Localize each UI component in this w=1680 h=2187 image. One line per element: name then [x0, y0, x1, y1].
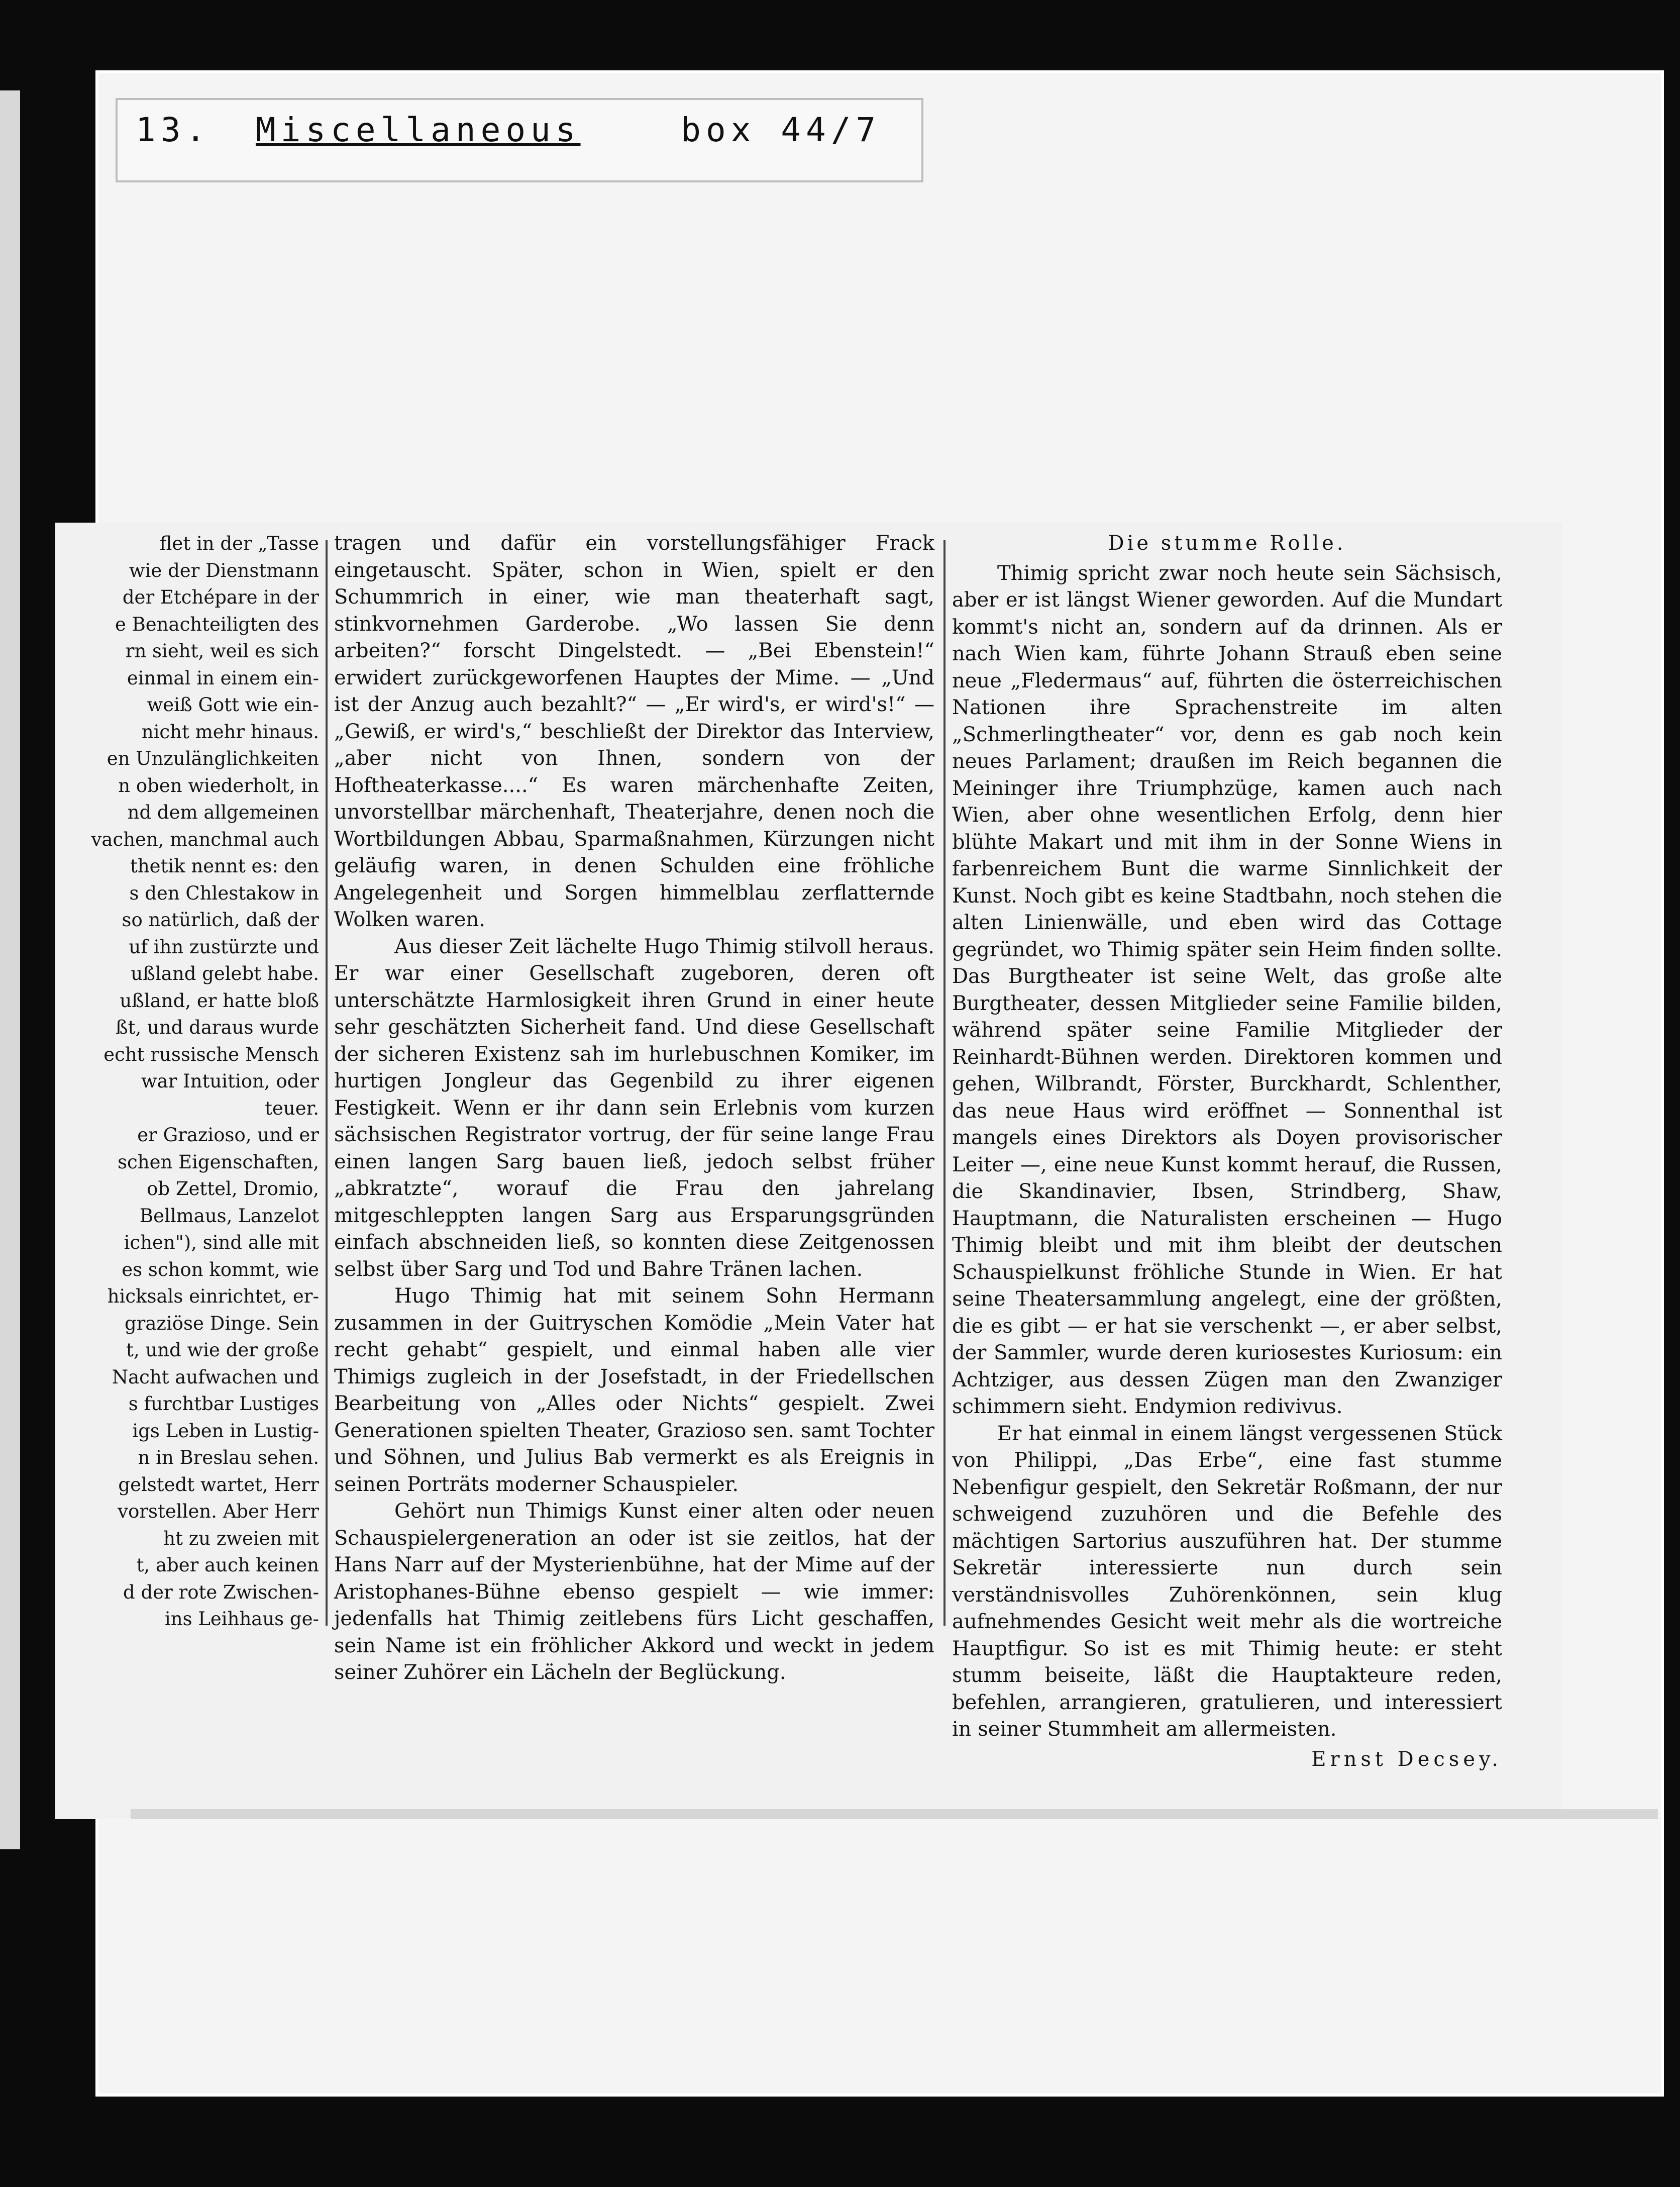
column-1-line: ichen"), sind alle mit — [124, 1232, 319, 1253]
column-2-paragraph-1: tragen und dafür ein vorstellungsfähiger Frack eingetauscht. Später, schon in Wien, spielt er den Schummrich in einer, wie man theaterhaft sagt, stinkvornehmen Garderobe. „Wo lassen Sie denn arbeiten?“ forscht Dingelstedt. — „Bei Ebenstein!“ erwidert zurückgeworfenen Hauptes der Mime. — „Und ist der Anzug auch bezahlt?“ — „Er wird's, er wird's!“ — „Gewiß, er wird's,“ beschließt der Direktor das Interview, „aber nicht von Ihnen, sondern von der Hoftheaterkasse....“ Es waren märchenhafte Zeiten, unvorstellbar märchenhaft, Theaterjahre, denen noch die Wortbildungen Abbau, Sparmaßnahmen, Kürzungen nicht geläufig waren, in denen Schulden eine fröhliche Angelegenheit und Sorgen himmelblau zerflatternde Wolken waren. — [334, 532, 934, 931]
column-1-line: igs Leben in Lustig- — [132, 1420, 319, 1442]
column-1-line: ob Zettel, Dromio, — [147, 1178, 319, 1200]
column-1-line: flet in der „Tasse — [159, 533, 319, 554]
column-3-signature: Ernst Decsey. — [1311, 1747, 1502, 1771]
label-number: 13. — [136, 111, 211, 149]
column-1-line: ht zu zweien mit — [163, 1527, 319, 1549]
column-1-line: s furchtbar Lustiges — [128, 1393, 319, 1415]
column-1-line: graziöse Dinge. Sein — [124, 1312, 319, 1334]
column-rule-1 — [326, 540, 328, 1626]
clipping-shadow — [131, 1809, 1658, 1819]
column-1-line: er Grazioso, und er — [137, 1124, 319, 1146]
column-2 — [334, 530, 934, 1684]
column-3-heading: Die stumme Rolle. — [1108, 532, 1346, 555]
column-1-line: war Intuition, oder — [141, 1070, 319, 1092]
column-2-paragraph-4: Gehört nun Thimigs Kunst einer alten oder neuen Schauspielergeneration an oder ist sie zeitlos, hat der Hans Narr auf der Mysterienbühne, hat der Mime auf der Aristophanes-Bühne ebenso gespielt — wie immer: jedenfalls hat Thimig zeitlebens fürs Licht geschaffen, sein Name ist ein fröhlicher Akkord und weckt in jedem seiner Zuhörer ein Lächeln der Beglückung. — [334, 1500, 934, 1684]
label-box: box 44/7 — [681, 111, 881, 149]
column-3 — [952, 530, 1502, 1771]
column-1-line: nicht mehr hinaus. — [141, 721, 319, 743]
column-1-line: Nacht aufwachen und — [112, 1366, 319, 1388]
column-1-line: e Benachteiligten des — [115, 613, 319, 635]
column-1-line: en Unzulänglichkeiten — [107, 748, 319, 769]
column-1-line: vachen, manchmal auch — [91, 828, 319, 850]
column-1-line: ußland gelebt habe. — [131, 963, 319, 984]
left-page-edge — [0, 90, 20, 1849]
label-category: Miscellaneous — [255, 111, 581, 149]
column-2-paragraph-3: Hugo Thimig hat mit seinem Sohn Hermann zusammen in der Guitryschen Komödie „Mein Vater hat recht gehabt“ gespielt, und einmal haben alle vier Thimigs zugleich in der Josefstadt, in der Friedellschen Bearbeitung von „Alles oder Nichts“ gespielt. Zwei Generationen spielten Theater, Grazioso sen. samt Tochter und Söhnen, und Julius Bab vermerkt es als Ereignis in seinen Porträts moderner Schauspieler. — [334, 1284, 934, 1496]
column-1-line: ins Leihhaus ge- — [164, 1608, 319, 1630]
column-1-line: ußland, er hatte bloß — [120, 989, 319, 1012]
column-1-line: echt russische Mensch — [103, 1043, 319, 1065]
column-1-line: thetik nennt es: den — [130, 855, 319, 877]
column-1-line: nd dem allgemeinen — [127, 802, 319, 823]
column-1-line: der Etchépare in der — [122, 586, 319, 608]
column-1-line: t, aber auch keinen — [136, 1554, 319, 1576]
column-1-line: s den Chlestakow in — [129, 882, 319, 904]
column-1-line: einmal in einem ein- — [127, 667, 319, 689]
column-1-line: t, und wie der große — [126, 1339, 319, 1361]
column-1-line: hicksals einrichtet, er- — [107, 1285, 319, 1307]
column-1-line: es schon kommt, wie — [122, 1258, 319, 1280]
column-1-line: ßt, und daraus wurde — [115, 1017, 319, 1038]
column-1-line: vorstellen. Aber Herr — [118, 1501, 319, 1522]
column-1-line: d der rote Zwischen- — [123, 1581, 319, 1603]
column-1-line: n in Breslau sehen. — [138, 1447, 319, 1468]
column-3-paragraph-2: Er hat einmal in einem längst vergessenen Stück von Philippi, „Das Erbe“, eine fast stumme Nebenfigur gespielt, den Sekretär Roßmann, der nur schweigend zuzuhören und die Befehle des mächtigen Sartorius auszuführen hat. Der stumme Sekretär interessierte nun durch sein verständnisvolles Zuhörenkönnen, sein klug aufnehmendes Gesicht weit mehr als die wortreiche Hauptfigur. So ist es mit Thimig heute: er steht stumm beiseite, läßt die Hauptakteure reden, befehlen, arrangieren, gratulieren, und interessiert in seiner Stummheit am allermeisten. — [952, 1422, 1502, 1741]
column-1-line: weiß Gott wie ein- — [147, 694, 319, 716]
column-1-line: teuer. — [265, 1097, 319, 1119]
archive-label — [136, 111, 881, 149]
column-1-line: schen Eigenschaften, — [118, 1151, 319, 1173]
column-1-line: wie der Dienstmann — [129, 559, 319, 581]
column-1-line: Bellmaus, Lanzelot — [139, 1205, 319, 1227]
column-1-line: n oben wiederholt, in — [118, 774, 319, 797]
column-3-paragraph-1: Thimig spricht zwar noch heute sein Sächsisch, aber er ist längst Wiener geworden. Auf die Mundart kommt's nicht an, sondern auf da drinnen. Als er nach Wien kam, führte Johann Strauß eben seine neue „Fledermaus“ auf, führten die österreichischen Nationen ihre Sprachenstreite im alten „Schmerlingtheater“ vor, denn es gab noch kein neues Parlament; draußen im Reich begannen die Meininger ihre Triumphzüge, kamen auch nach Wien, aber ohne wesentlichen Erfolg, denn hier blühte Makart und mit ihm in der Sonne Wiens in farbenreichem Bunt die warme Sinnlichkeit der Kunst. Noch gibt es keine Stadtbahn, noch stehen die alten Linienwälle, und eben wird das Cottage gegründet, wo Thimig später sein Heim finden sollte. Das Burgtheater ist seine Welt, das große alte Burgtheater, dessen Mitglieder seine Familie bilden, während später seine Familie Mitglieder der Reinhardt-Bühnen werden. Direktoren kommen und gehen, Wilbrandt, Förster, Burckhardt, Schlenther, das neue Haus wird eröffnet — Sonnenthal ist mangels eines Direktors als Doyen provisorischer Leiter —, eine neue Kunst kommt herauf, die Russen, die Skandinavier, Ibsen, Strindberg, Shaw, Hauptmann, die Naturalisten erscheinen — Hugo Thimig bleibt und mit ihm bleibt der deutschen Schauspielkunst fröhliche Stunde in Wien. Er hat seine Theatersammlung angelegt, eine der größten, die es gibt — er hat sie verschenkt —, er aber selbst, der Sammler, wurde deren kuriosestes Kuriosum: ein Achtziger, aus dessen Zügen man den Zwanziger schimmern sieht. Endymion redivivus. — [952, 561, 1502, 1418]
column-2-paragraph-2: Aus dieser Zeit lächelte Hugo Thimig stilvoll heraus. Er war einer Gesellschaft zugeboren, deren oft unterschätzte Harmlosigkeit ihren Grund in einer heute sehr geschätzten Sicherheit fand. Und diese Gesellschaft der sicheren Existenz sah im hurlebuschnen Komiker, im hurtigen Jongleur das Gegenbild zu ihrer eigenen Festigkeit. Wenn er ihr dann sein Erlebnis vom kurzen sächsischen Registrator vortrug, der für seine lange Frau einen langen Sarg bauen ließ, jedoch selbst früher „abkratzte“, worauf die Frau den jahrelang mitgeschleppten langen Sarg aus Ersparungsgründen einfach abschneiden ließ, so konnten diese Zeitgenossen selbst über Sarg und Tod und Bahre Tränen lachen. — [334, 935, 934, 1281]
column-rule-2 — [943, 540, 946, 1626]
column-1-line: uf ihn zustürzte und — [129, 936, 319, 958]
column-1 — [78, 530, 319, 1676]
column-1-line: gelstedt wartet, Herr — [118, 1473, 319, 1496]
column-1-line: rn sieht, weil es sich — [125, 640, 319, 662]
column-1-line: so natürlich, daß der — [122, 909, 319, 931]
